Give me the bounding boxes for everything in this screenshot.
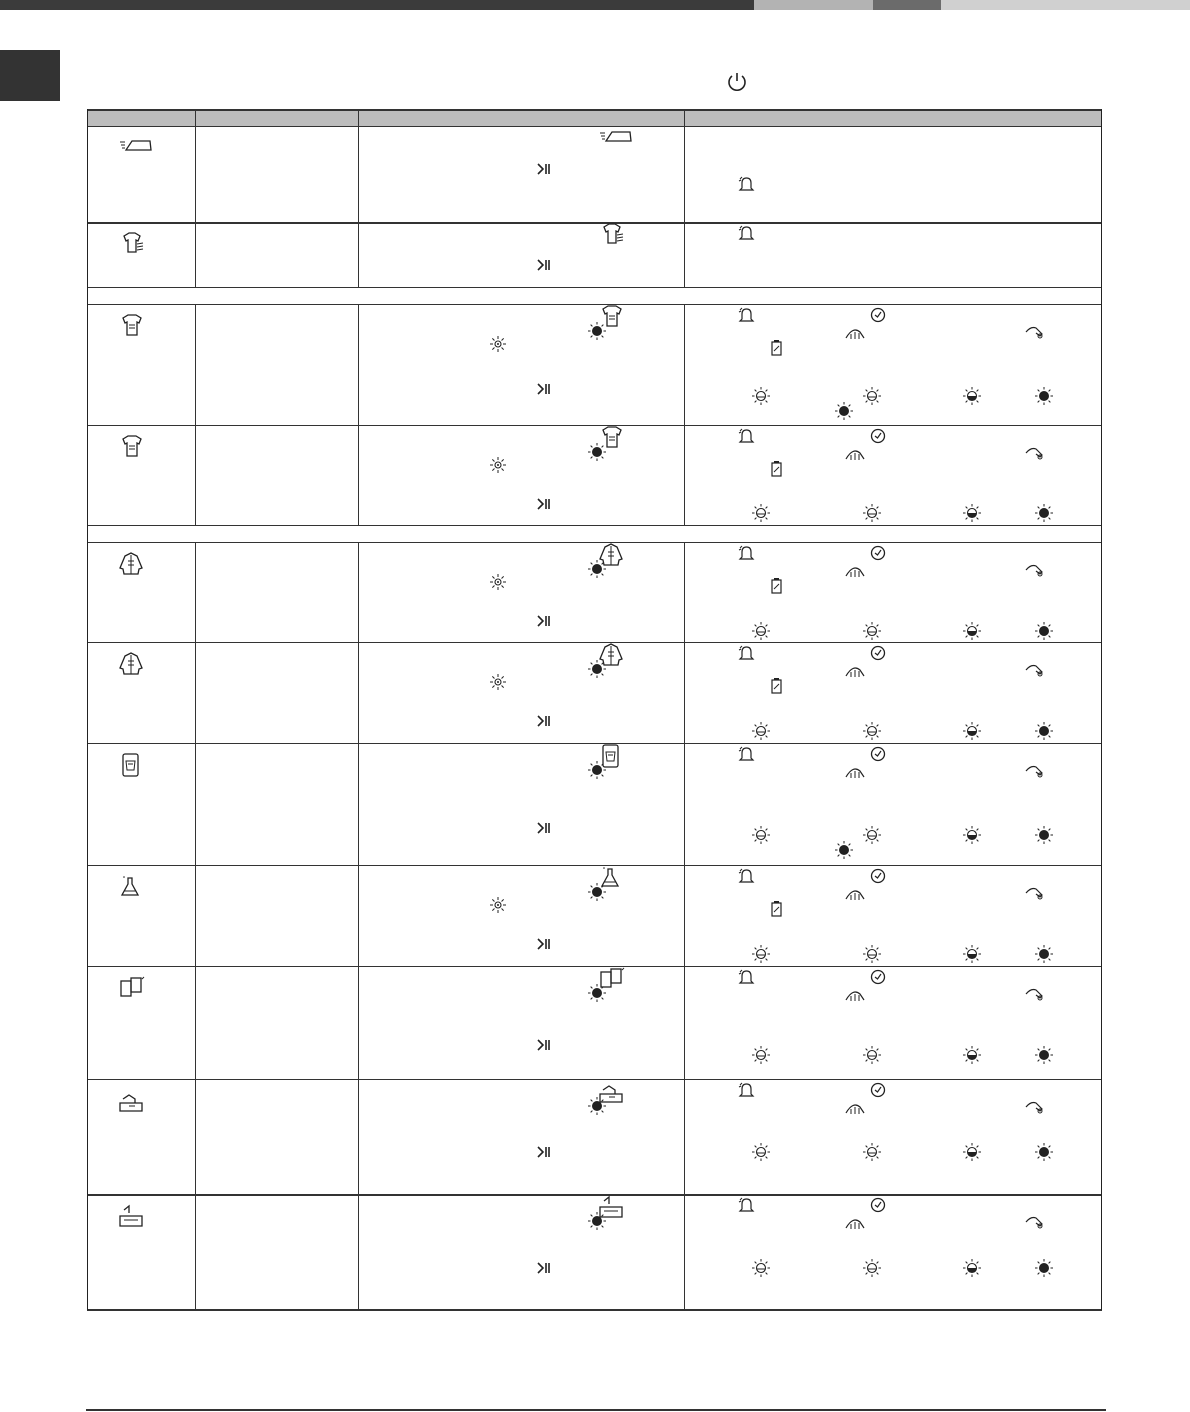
start-pause-icon — [537, 1145, 551, 1159]
row-divider — [87, 222, 1102, 224]
load-indicator-icon — [769, 461, 783, 477]
row-divider — [87, 1309, 1102, 1311]
dryness-level-icon — [963, 1143, 981, 1161]
dryness-level-icon — [588, 660, 606, 678]
timer-icon — [870, 1082, 886, 1098]
dryness-level-icon — [835, 402, 853, 420]
dryness-level-icon — [963, 1259, 981, 1277]
anti-crease-icon — [844, 662, 864, 678]
dryness-level-icon — [1035, 622, 1053, 640]
dryness-level-icon — [963, 504, 981, 522]
timer-icon — [870, 428, 886, 444]
dryness-level-icon — [963, 622, 981, 640]
dryness-level-icon — [752, 504, 770, 522]
alarm-bell-icon — [738, 428, 754, 444]
anti-crease-icon — [844, 885, 864, 901]
alarm-bell-icon — [738, 545, 754, 561]
dryness-level-icon — [1035, 722, 1053, 740]
dryness-level-icon — [863, 1259, 881, 1277]
alarm-bell-icon — [738, 176, 754, 192]
anti-crease-icon — [1025, 986, 1045, 1002]
start-pause-icon — [537, 614, 551, 628]
footer-rule — [86, 1409, 1106, 1411]
dryness-level-icon — [863, 504, 881, 522]
stripe-segment — [0, 0, 754, 10]
row-divider — [87, 1079, 1102, 1080]
start-pause-icon — [537, 162, 551, 176]
start-pause-icon — [537, 714, 551, 728]
dryness-level-icon — [588, 1097, 606, 1115]
table-top-border — [87, 109, 1102, 110]
duvet-icon — [120, 1204, 156, 1228]
cotton-shirt-icon — [120, 435, 156, 459]
dryness-level-icon — [588, 443, 606, 461]
dryness-level-icon — [752, 722, 770, 740]
stripe-segment — [873, 0, 941, 10]
alarm-bell-icon — [738, 1197, 754, 1213]
dryness-level-icon — [963, 722, 981, 740]
timer-icon — [870, 545, 886, 561]
timer-icon — [870, 645, 886, 661]
dryness-level-icon — [1035, 1046, 1053, 1064]
dryness-level-icon — [835, 841, 853, 859]
row-divider — [87, 1194, 1102, 1196]
alarm-bell-icon — [738, 868, 754, 884]
dryness-level-icon — [588, 322, 606, 340]
dryness-level-icon — [588, 761, 606, 779]
top-color-stripe — [0, 0, 1190, 10]
alarm-bell-icon — [738, 307, 754, 323]
towels-icon — [120, 976, 156, 1000]
shirt-refresh-icon — [120, 232, 156, 256]
row-divider — [87, 865, 1102, 866]
low-heat-icon — [489, 335, 507, 353]
anti-crease-icon — [1025, 1214, 1045, 1230]
alarm-bell-icon — [738, 1082, 754, 1098]
cotton-shirt-icon — [120, 314, 156, 338]
timer-icon — [870, 868, 886, 884]
row-divider — [87, 966, 1102, 967]
dryness-level-icon — [863, 722, 881, 740]
start-pause-icon — [537, 497, 551, 511]
dryness-level-icon — [588, 560, 606, 578]
timer-icon — [870, 746, 886, 762]
row-divider — [87, 743, 1102, 744]
bedding-icon — [120, 1089, 156, 1113]
start-pause-icon — [537, 258, 551, 272]
row-divider — [87, 304, 1102, 305]
wool-icon — [120, 753, 156, 777]
dryness-level-icon — [863, 622, 881, 640]
stripe-segment — [754, 0, 873, 10]
anti-crease-icon — [844, 324, 864, 340]
language-tab — [0, 50, 60, 101]
anti-crease-icon — [844, 1214, 864, 1230]
anti-crease-icon — [1025, 662, 1045, 678]
synthetic-jacket-icon — [120, 652, 156, 676]
dryness-level-icon — [863, 945, 881, 963]
table-header — [87, 109, 1102, 126]
anti-crease-icon — [1025, 885, 1045, 901]
dryness-level-icon — [752, 622, 770, 640]
low-heat-icon — [489, 573, 507, 591]
load-indicator-icon — [769, 901, 783, 917]
anti-crease-icon — [1025, 562, 1045, 578]
row-divider — [87, 425, 1102, 426]
dryness-level-icon — [752, 945, 770, 963]
dryness-level-icon — [863, 387, 881, 405]
program-table — [87, 109, 1102, 1310]
anti-crease-icon — [844, 562, 864, 578]
dryness-level-icon — [588, 1212, 606, 1230]
easy-iron-icon — [600, 127, 628, 149]
row-divider — [87, 126, 1102, 127]
dryness-level-icon — [588, 984, 606, 1002]
dryness-level-icon — [1035, 826, 1053, 844]
row-divider — [87, 542, 1102, 543]
dryness-level-icon — [1035, 1259, 1053, 1277]
dryness-level-icon — [963, 1046, 981, 1064]
start-pause-icon — [537, 821, 551, 835]
load-indicator-icon — [769, 678, 783, 694]
group-separator — [88, 526, 1100, 542]
anti-crease-icon — [1025, 445, 1045, 461]
anti-crease-icon — [844, 763, 864, 779]
dryness-level-icon — [588, 883, 606, 901]
anti-crease-icon — [1025, 324, 1045, 340]
stripe-segment — [941, 0, 1190, 10]
synthetic-jacket-icon — [120, 552, 156, 576]
timer-icon — [870, 969, 886, 985]
load-indicator-icon — [769, 340, 783, 356]
start-pause-icon — [537, 1038, 551, 1052]
timer-icon — [870, 1197, 886, 1213]
dryness-level-icon — [863, 1046, 881, 1064]
start-pause-icon — [537, 937, 551, 951]
start-pause-icon — [537, 1261, 551, 1275]
start-pause-icon — [537, 382, 551, 396]
load-indicator-icon — [769, 578, 783, 594]
alarm-bell-icon — [738, 225, 754, 241]
alarm-bell-icon — [738, 645, 754, 661]
anti-crease-icon — [1025, 1099, 1045, 1115]
alarm-bell-icon — [738, 969, 754, 985]
dryness-level-icon — [863, 1143, 881, 1161]
dryness-level-icon — [752, 1259, 770, 1277]
low-heat-icon — [489, 456, 507, 474]
easy-iron-icon — [120, 136, 156, 160]
dryness-level-icon — [1035, 387, 1053, 405]
anti-crease-icon — [844, 1099, 864, 1115]
anti-crease-icon — [844, 986, 864, 1002]
dryness-level-icon — [863, 826, 881, 844]
dryness-level-icon — [1035, 1143, 1053, 1161]
group-separator — [88, 288, 1100, 304]
low-heat-icon — [489, 673, 507, 691]
shirt-refresh-icon — [600, 223, 628, 245]
dryness-level-icon — [752, 1046, 770, 1064]
dryness-level-icon — [752, 826, 770, 844]
row-divider — [87, 642, 1102, 643]
dryness-level-icon — [1035, 504, 1053, 522]
dryness-level-icon — [752, 387, 770, 405]
dryness-level-icon — [963, 945, 981, 963]
alarm-bell-icon — [738, 746, 754, 762]
dryness-level-icon — [963, 826, 981, 844]
anti-crease-icon — [844, 445, 864, 461]
column-divider — [1101, 109, 1102, 1310]
low-heat-icon — [489, 896, 507, 914]
dryness-level-icon — [1035, 945, 1053, 963]
delicates-flask-icon — [120, 875, 156, 899]
dryness-level-icon — [963, 387, 981, 405]
power-icon — [725, 70, 749, 94]
anti-crease-icon — [1025, 763, 1045, 779]
dryness-level-icon — [752, 1143, 770, 1161]
timer-icon — [870, 307, 886, 323]
